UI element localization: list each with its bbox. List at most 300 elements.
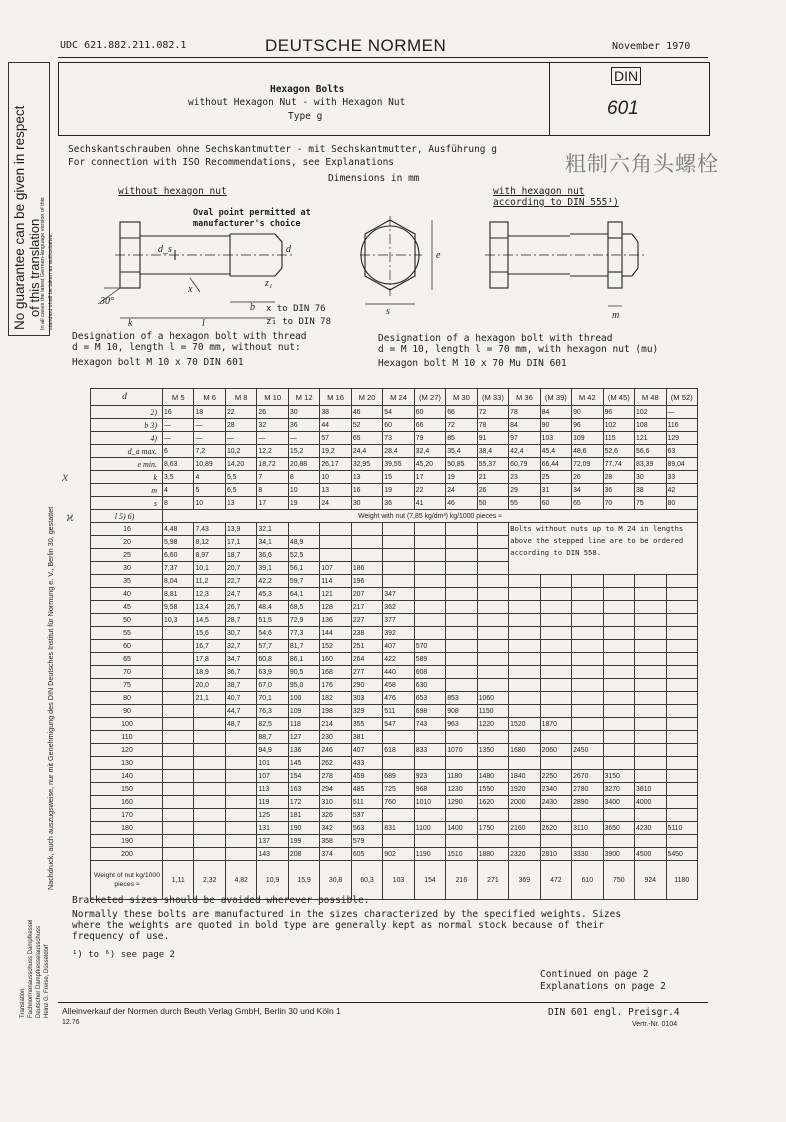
footnote-reference: ¹) to ⁶) see page 2 bbox=[72, 950, 175, 960]
weight-cell bbox=[509, 575, 540, 588]
weight-cell bbox=[446, 523, 477, 536]
weight-cell bbox=[666, 679, 698, 692]
weight-cell: 2160 bbox=[509, 822, 540, 835]
size-header: M 36 bbox=[509, 389, 540, 406]
dimension-label: e min. bbox=[91, 458, 163, 471]
dimension-cell: 60 bbox=[540, 497, 571, 510]
weight-cell bbox=[635, 731, 666, 744]
weight-cell bbox=[194, 705, 225, 718]
weight-cell: 238 bbox=[351, 627, 382, 640]
weight-cell: 176 bbox=[320, 679, 351, 692]
weight-cell bbox=[572, 666, 603, 679]
weight-cell: 88,7 bbox=[257, 731, 288, 744]
length-cell: 65 bbox=[91, 653, 163, 666]
weight-cell: 17,1 bbox=[225, 536, 256, 549]
size-header: M 24 bbox=[383, 389, 414, 406]
dimension-cell: 15 bbox=[383, 471, 414, 484]
weight-cell bbox=[509, 653, 540, 666]
weight-cell: 2250 bbox=[540, 770, 571, 783]
translator-line-4: Heinz G. Freise, Düsseldorf bbox=[44, 944, 50, 1018]
dimension-cell: 39,55 bbox=[383, 458, 414, 471]
dimension-cell: 32,95 bbox=[351, 458, 382, 471]
weight-cell: 1620 bbox=[477, 796, 508, 809]
weight-cell: 618 bbox=[383, 744, 414, 757]
weight-cell bbox=[635, 653, 666, 666]
weight-cell bbox=[194, 822, 225, 835]
dimension-cell: 10,2 bbox=[225, 445, 256, 458]
weight-cell bbox=[477, 679, 508, 692]
translator-line-3: Deutscher Dampfkesselausschuss bbox=[36, 925, 42, 1018]
weight-cell bbox=[603, 627, 634, 640]
translator-line-2: Fachnormenausschuss Dampfkessel bbox=[28, 919, 34, 1018]
weight-cell: 511 bbox=[351, 796, 382, 809]
weight-cell: 154 bbox=[288, 770, 319, 783]
weight-cell: 310 bbox=[320, 796, 351, 809]
weight-cell bbox=[414, 588, 445, 601]
weight-cell: 90,5 bbox=[288, 666, 319, 679]
weight-cell bbox=[225, 744, 256, 757]
weight-cell: 114 bbox=[320, 575, 351, 588]
weight-cell bbox=[477, 627, 508, 640]
weight-cell: 1880 bbox=[477, 848, 508, 861]
weight-cell: 11,2 bbox=[194, 575, 225, 588]
weight-cell bbox=[477, 523, 508, 536]
weight-cell: 57,7 bbox=[257, 640, 288, 653]
weight-cell: 547 bbox=[383, 718, 414, 731]
weight-cell bbox=[163, 679, 194, 692]
weight-cell bbox=[509, 809, 540, 822]
weight-cell: 1680 bbox=[509, 744, 540, 757]
dimension-cell: — bbox=[163, 419, 194, 432]
dimension-cell: 85 bbox=[446, 432, 477, 445]
table-row bbox=[91, 848, 698, 861]
weight-cell bbox=[477, 575, 508, 588]
weight-cell: 2320 bbox=[509, 848, 540, 861]
weight-cell bbox=[446, 588, 477, 601]
dimension-cell: 36 bbox=[383, 497, 414, 510]
dimension-cell: 24 bbox=[446, 484, 477, 497]
weight-cell: 18,7 bbox=[225, 549, 256, 562]
weight-cell: 329 bbox=[351, 705, 382, 718]
weight-cell: 38,7 bbox=[225, 679, 256, 692]
weight-cell: 2620 bbox=[540, 822, 571, 835]
weight-cell: 48,4 bbox=[257, 601, 288, 614]
weight-cell bbox=[446, 809, 477, 822]
weight-cell: 8,97 bbox=[194, 549, 225, 562]
weight-cell: 262 bbox=[320, 757, 351, 770]
dimension-cell: 17 bbox=[414, 471, 445, 484]
weight-cell bbox=[383, 575, 414, 588]
figure-label-with-nut-1: with hexagon nut bbox=[493, 186, 585, 197]
weight-cell: 199 bbox=[288, 835, 319, 848]
size-header: (M 52) bbox=[666, 389, 698, 406]
dimension-row bbox=[91, 419, 698, 432]
weight-cell: 725 bbox=[383, 783, 414, 796]
weight-cell bbox=[477, 835, 508, 848]
weight-cell bbox=[603, 601, 634, 614]
m-label: m bbox=[612, 310, 620, 321]
weight-cell: 160 bbox=[320, 653, 351, 666]
weight-cell: 2340 bbox=[540, 783, 571, 796]
weight-cell: 63,9 bbox=[257, 666, 288, 679]
weight-cell bbox=[572, 575, 603, 588]
dimension-cell: 65 bbox=[351, 432, 382, 445]
weight-cell bbox=[446, 549, 477, 562]
weight-cell: 36,6 bbox=[257, 549, 288, 562]
size-header: M 8 bbox=[225, 389, 256, 406]
weight-cell: 198 bbox=[320, 705, 351, 718]
table-row bbox=[91, 601, 698, 614]
weight-cell bbox=[477, 666, 508, 679]
weight-cell: 10,3 bbox=[163, 614, 194, 627]
weight-cell: 3150 bbox=[603, 770, 634, 783]
weight-cell bbox=[666, 588, 698, 601]
figure-label-with-nut-2: according to DIN 555¹) bbox=[493, 197, 619, 208]
nut-weight-cell: 610 bbox=[572, 861, 603, 900]
dimension-cell: 30 bbox=[288, 406, 319, 419]
nut-weight-row bbox=[91, 861, 698, 900]
dimension-cell: 8,63 bbox=[163, 458, 194, 471]
weight-cell: 52,5 bbox=[288, 549, 319, 562]
weight-cell: 86,1 bbox=[288, 653, 319, 666]
weight-cell bbox=[446, 614, 477, 627]
size-header: (M 27) bbox=[414, 389, 445, 406]
weight-cell: 1400 bbox=[446, 822, 477, 835]
dimension-cell: — bbox=[194, 432, 225, 445]
weight-cell bbox=[225, 796, 256, 809]
dimension-cell: 4 bbox=[194, 471, 225, 484]
weight-cell: 18,9 bbox=[194, 666, 225, 679]
weight-cell: 5110 bbox=[666, 822, 698, 835]
weight-cell: 362 bbox=[383, 601, 414, 614]
weight-cell: 12,3 bbox=[194, 588, 225, 601]
weight-cell: 537 bbox=[351, 809, 382, 822]
weight-cell bbox=[351, 536, 382, 549]
dimension-cell: 28 bbox=[225, 419, 256, 432]
weight-cell: 570 bbox=[414, 640, 445, 653]
weight-cell bbox=[194, 809, 225, 822]
dimension-cell: 46 bbox=[351, 406, 382, 419]
weight-cell: 172 bbox=[288, 796, 319, 809]
dimension-cell: 103 bbox=[540, 432, 571, 445]
weight-cell bbox=[603, 692, 634, 705]
weight-cell bbox=[446, 640, 477, 653]
normally-note-3: frequency of use. bbox=[72, 931, 170, 942]
weight-cell: 605 bbox=[351, 848, 382, 861]
hexagon-end-view bbox=[360, 216, 432, 304]
weight-cell bbox=[225, 848, 256, 861]
weight-cell: 70,1 bbox=[257, 692, 288, 705]
weight-cell bbox=[225, 783, 256, 796]
nut-weight-cell: 2,32 bbox=[194, 861, 225, 900]
weight-cell: 608 bbox=[414, 666, 445, 679]
weight-cell: 1840 bbox=[509, 770, 540, 783]
weight-cell bbox=[477, 549, 508, 562]
table-row bbox=[91, 744, 698, 757]
dimension-cell: 96 bbox=[572, 419, 603, 432]
dimension-cell: 26 bbox=[257, 406, 288, 419]
angle-label: 30° bbox=[100, 296, 114, 307]
dimension-cell: 41 bbox=[414, 497, 445, 510]
weight-cell bbox=[446, 666, 477, 679]
weight-cell: 2810 bbox=[540, 848, 571, 861]
dimension-cell: 55 bbox=[509, 497, 540, 510]
weight-cell: 407 bbox=[383, 640, 414, 653]
weight-cell: 440 bbox=[383, 666, 414, 679]
weight-cell bbox=[509, 705, 540, 718]
weight-cell bbox=[635, 705, 666, 718]
size-header: M 6 bbox=[194, 389, 225, 406]
dimension-cell: 63 bbox=[666, 445, 698, 458]
weight-cell bbox=[572, 705, 603, 718]
table-row bbox=[91, 627, 698, 640]
dimension-cell: 6 bbox=[163, 445, 194, 458]
weight-cell: 208 bbox=[288, 848, 319, 861]
weight-cell bbox=[666, 796, 698, 809]
weight-cell bbox=[288, 523, 319, 536]
weight-cell bbox=[383, 536, 414, 549]
weight-cell bbox=[225, 835, 256, 848]
weight-cell bbox=[635, 601, 666, 614]
weight-cell: 5,98 bbox=[163, 536, 194, 549]
weight-cell bbox=[477, 809, 508, 822]
weight-cell: 1230 bbox=[446, 783, 477, 796]
weight-cell bbox=[540, 588, 571, 601]
size-header: M 20 bbox=[351, 389, 382, 406]
dimension-cell: — bbox=[257, 432, 288, 445]
weight-cell bbox=[509, 666, 540, 679]
weight-cell: 186 bbox=[351, 562, 382, 575]
length-cell: 180 bbox=[91, 822, 163, 835]
dimension-cell: 84 bbox=[540, 406, 571, 419]
weight-cell bbox=[163, 744, 194, 757]
x-din-note: x to DIN 76 bbox=[266, 304, 326, 314]
weight-cell: 422 bbox=[383, 653, 414, 666]
weight-cell bbox=[163, 783, 194, 796]
length-cell: 80 bbox=[91, 692, 163, 705]
dimension-cell: 75 bbox=[635, 497, 666, 510]
weight-cell: 3810 bbox=[635, 783, 666, 796]
bracketed-sizes-note: Bracketed sizes should be avoided wherever possible. bbox=[72, 895, 370, 906]
weight-cell: 48,9 bbox=[288, 536, 319, 549]
weight-cell: 8,12 bbox=[194, 536, 225, 549]
weight-cell: 485 bbox=[351, 783, 382, 796]
weight-cell: 3900 bbox=[603, 848, 634, 861]
weight-cell: 2430 bbox=[540, 796, 571, 809]
weight-cell bbox=[414, 757, 445, 770]
weight-cell: 290 bbox=[351, 679, 382, 692]
weight-cell: 20,7 bbox=[225, 562, 256, 575]
weight-cell bbox=[572, 692, 603, 705]
dimension-cell: 28,4 bbox=[383, 445, 414, 458]
weight-cell: 45,3 bbox=[257, 588, 288, 601]
k-label: k bbox=[128, 318, 133, 329]
nut-weight-cell: 4,82 bbox=[225, 861, 256, 900]
weight-cell bbox=[509, 627, 540, 640]
dimension-row bbox=[91, 432, 698, 445]
dimension-cell: 70 bbox=[603, 497, 634, 510]
weight-cell bbox=[509, 731, 540, 744]
weight-cell: 8,04 bbox=[163, 575, 194, 588]
table-row bbox=[91, 692, 698, 705]
weight-cell: 246 bbox=[320, 744, 351, 757]
weight-cell: 1010 bbox=[414, 796, 445, 809]
weight-cell bbox=[603, 614, 634, 627]
table-row bbox=[91, 796, 698, 809]
weight-cell bbox=[635, 718, 666, 731]
nut-weight-cell: 472 bbox=[540, 861, 571, 900]
length-cell: 55 bbox=[91, 627, 163, 640]
dimension-row bbox=[91, 484, 698, 497]
weight-cell bbox=[194, 796, 225, 809]
dimension-cell: 60 bbox=[383, 419, 414, 432]
table-row bbox=[91, 835, 698, 848]
weight-cell bbox=[225, 757, 256, 770]
dimension-cell: 77,74 bbox=[603, 458, 634, 471]
weight-cell: 136 bbox=[288, 744, 319, 757]
weight-cell: 1150 bbox=[477, 705, 508, 718]
e-label: e bbox=[436, 250, 441, 261]
weight-cell: 24,7 bbox=[225, 588, 256, 601]
handwritten-annotation: 粗制六角头螺栓 bbox=[565, 153, 719, 176]
weight-cell: 168 bbox=[320, 666, 351, 679]
nut-weight-cell: 216 bbox=[446, 861, 477, 900]
dimension-cell: 36 bbox=[603, 484, 634, 497]
dimension-cell: 30 bbox=[635, 471, 666, 484]
weight-cell bbox=[414, 614, 445, 627]
weight-cell bbox=[383, 731, 414, 744]
weight-cell bbox=[603, 731, 634, 744]
weight-cell bbox=[666, 575, 698, 588]
table-row bbox=[91, 575, 698, 588]
weight-cell: 2450 bbox=[572, 744, 603, 757]
weight-cell bbox=[509, 692, 540, 705]
length-cell: 75 bbox=[91, 679, 163, 692]
brand-deutsche-normen: DEUTSCHE NORMEN bbox=[265, 36, 447, 55]
weight-cell: 32,1 bbox=[257, 523, 288, 536]
weight-cell bbox=[540, 614, 571, 627]
weight-cell: 34,7 bbox=[225, 653, 256, 666]
weight-cell: 107 bbox=[257, 770, 288, 783]
weight-cell bbox=[666, 666, 698, 679]
table-row bbox=[91, 666, 698, 679]
weight-cell: 589 bbox=[414, 653, 445, 666]
weight-cell: 1220 bbox=[477, 718, 508, 731]
weight-cell: 342 bbox=[320, 822, 351, 835]
weight-cell bbox=[414, 562, 445, 575]
weight-cell: 51,5 bbox=[257, 614, 288, 627]
weight-cell: 3650 bbox=[603, 822, 634, 835]
weight-cell: 7,43 bbox=[194, 523, 225, 536]
length-cell: 100 bbox=[91, 718, 163, 731]
weight-cell: 433 bbox=[351, 757, 382, 770]
weight-cell: 458 bbox=[383, 679, 414, 692]
weight-cell: 1100 bbox=[414, 822, 445, 835]
weight-cell: 44,7 bbox=[225, 705, 256, 718]
weight-cell bbox=[383, 523, 414, 536]
dimension-cell: 19,2 bbox=[320, 445, 351, 458]
weight-cell bbox=[603, 575, 634, 588]
weight-cell: 833 bbox=[414, 744, 445, 757]
designation-left-2: d = M 10, length l = 70 mm, without nut: bbox=[72, 342, 301, 353]
margin-scribble-x: x bbox=[62, 470, 69, 485]
weight-cell bbox=[540, 679, 571, 692]
weight-cell bbox=[194, 835, 225, 848]
weight-cell bbox=[446, 679, 477, 692]
weight-cell bbox=[635, 757, 666, 770]
dimension-cell: 72,09 bbox=[572, 458, 603, 471]
weight-cell bbox=[163, 705, 194, 718]
weight-cell bbox=[540, 692, 571, 705]
weight-cell: 853 bbox=[446, 692, 477, 705]
dimension-cell: 19 bbox=[288, 497, 319, 510]
dimension-cell: 129 bbox=[666, 432, 698, 445]
dimension-cell: 121 bbox=[635, 432, 666, 445]
weight-cell: 579 bbox=[351, 835, 382, 848]
dimension-cell: 4 bbox=[163, 484, 194, 497]
dimension-row bbox=[91, 497, 698, 510]
weight-cell: 14,5 bbox=[194, 614, 225, 627]
weight-cell: 59,7 bbox=[288, 575, 319, 588]
nut-weight-cell: 154 bbox=[414, 861, 445, 900]
length-cell: 50 bbox=[91, 614, 163, 627]
dimension-row bbox=[91, 458, 698, 471]
size-header: M 16 bbox=[320, 389, 351, 406]
dimensions-weight-table bbox=[90, 388, 698, 900]
weight-cell: 15,6 bbox=[194, 627, 225, 640]
nut-weight-cell: 1,11 bbox=[163, 861, 194, 900]
size-header: M 5 bbox=[163, 389, 194, 406]
dimension-cell: 12,2 bbox=[257, 445, 288, 458]
weight-cell: 48,7 bbox=[225, 718, 256, 731]
weight-cell: 476 bbox=[383, 692, 414, 705]
x-label: x bbox=[188, 284, 193, 295]
weight-cell bbox=[572, 731, 603, 744]
weight-cell bbox=[635, 614, 666, 627]
b-label: b bbox=[250, 302, 255, 313]
weight-cell bbox=[194, 848, 225, 861]
weight-cell: 131 bbox=[257, 822, 288, 835]
weight-cell bbox=[163, 809, 194, 822]
weight-cell: 277 bbox=[351, 666, 382, 679]
weight-cell: 196 bbox=[351, 575, 382, 588]
weight-cell bbox=[163, 718, 194, 731]
weight-cell bbox=[163, 796, 194, 809]
weight-cell: 923 bbox=[414, 770, 445, 783]
weight-cell: 119 bbox=[257, 796, 288, 809]
weight-cell: 144 bbox=[320, 627, 351, 640]
weight-cell bbox=[477, 653, 508, 666]
weight-cell bbox=[194, 731, 225, 744]
weight-cell: 40,7 bbox=[225, 692, 256, 705]
weight-cell bbox=[477, 601, 508, 614]
weight-cell bbox=[540, 575, 571, 588]
weight-cell bbox=[320, 523, 351, 536]
stepped-line-note: Bolts without nuts up to M 24 in lengths above the stepped line are to be ordered according to DIN 558. bbox=[509, 523, 698, 575]
weight-cell: 831 bbox=[383, 822, 414, 835]
udc-code: UDC 621.882.211.082.1 bbox=[60, 40, 187, 51]
weight-cell: 145 bbox=[288, 757, 319, 770]
weight-cell: 118 bbox=[288, 718, 319, 731]
dimension-cell: — bbox=[194, 419, 225, 432]
weight-cell bbox=[540, 640, 571, 653]
weight-cell bbox=[540, 757, 571, 770]
dimension-cell: 22 bbox=[414, 484, 445, 497]
dimension-cell: 13 bbox=[320, 484, 351, 497]
dimension-cell: 23 bbox=[509, 471, 540, 484]
weight-cell: 347 bbox=[383, 588, 414, 601]
nut-weight-cell: 103 bbox=[383, 861, 414, 900]
